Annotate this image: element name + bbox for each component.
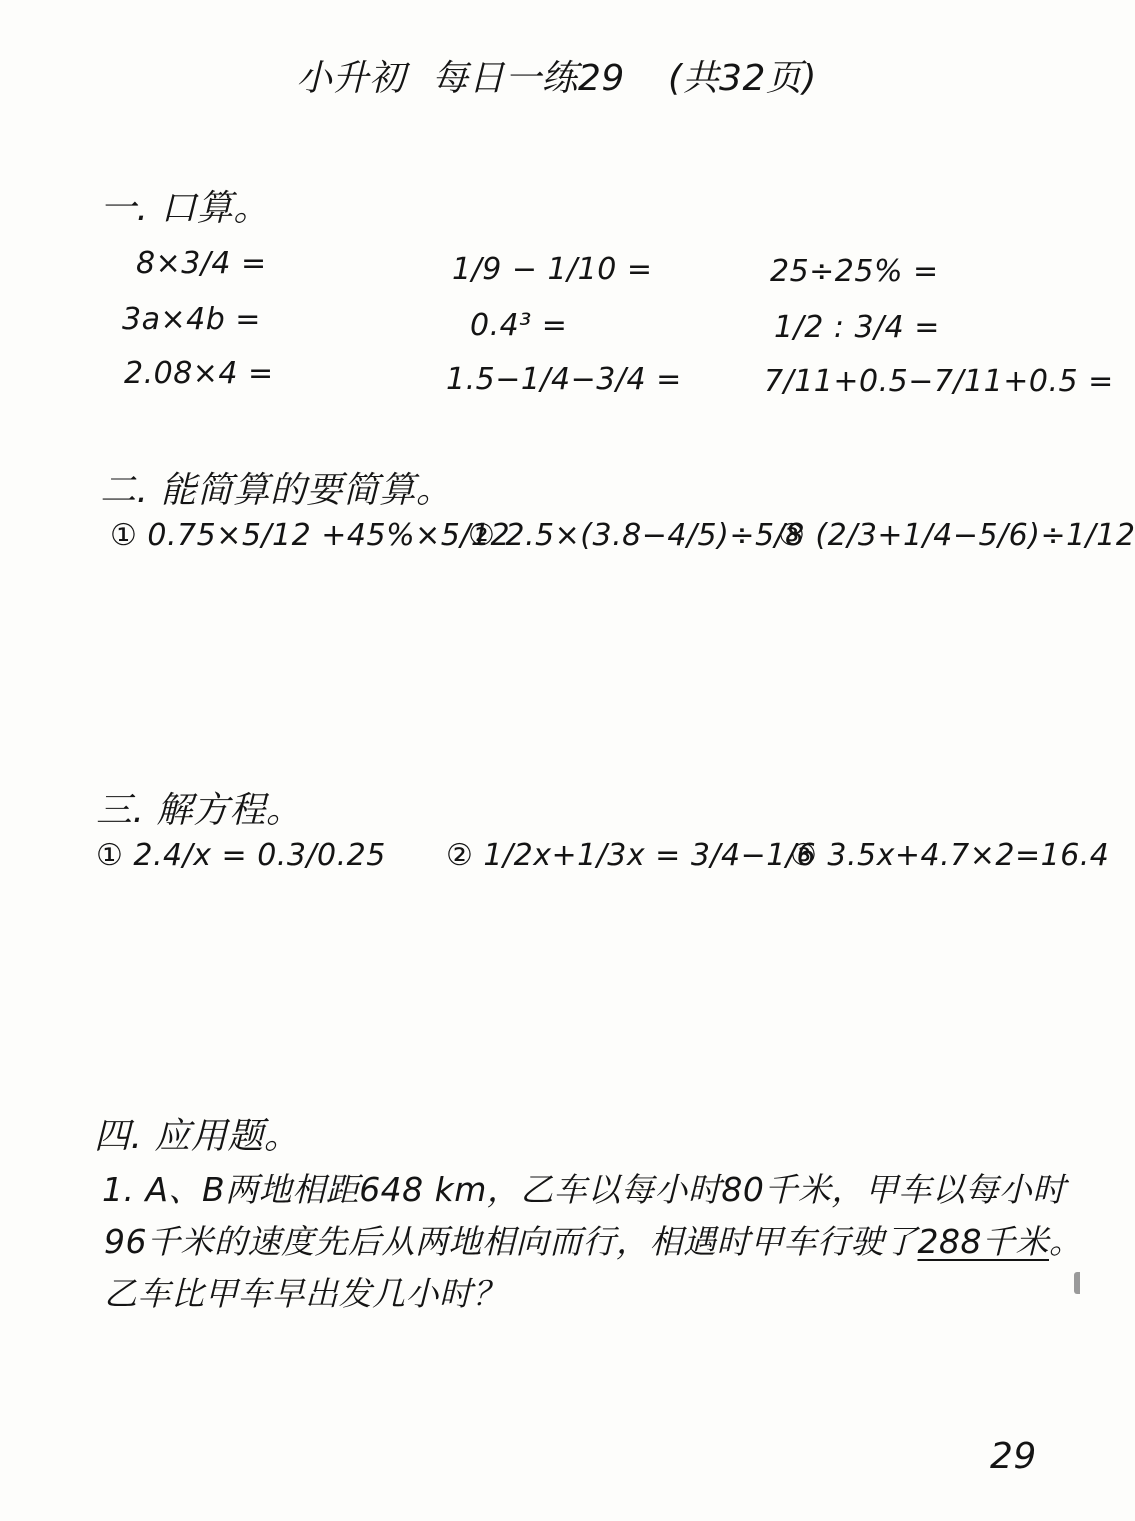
oral-item: 1.5−1/4−3/4 = xyxy=(446,362,682,397)
equation-item: ③ 3.5x+4.7×2=16.4 xyxy=(790,838,1110,873)
equation-item: ② 1/2x+1/3x = 3/4−1/6 xyxy=(446,838,817,873)
underlined-distance: 288千米 xyxy=(917,1222,1049,1261)
oral-item: 25÷25% = xyxy=(770,254,939,289)
simplify-item: ① 0.75×5/12 +45%×5/12 xyxy=(110,518,511,553)
page-number: 29 xyxy=(990,1436,1037,1477)
oral-item: 1/9 − 1/10 = xyxy=(452,252,653,287)
problem-line-2 xyxy=(104,1216,1083,1263)
simplify-item: ② 2.5×(3.8−4/5)÷5/8 xyxy=(468,518,805,553)
problem-line-1: 1. A、B两地相距648 km，乙车以每小时80千米，甲车以每小时 xyxy=(102,1170,1066,1209)
section-oral-heading: 一. 口算。 xyxy=(100,188,270,229)
oral-item: 7/11+0.5−7/11+0.5 = xyxy=(764,364,1114,399)
section-equations-heading: 三. 解方程。 xyxy=(96,790,303,831)
problem-line-2-end: 。 xyxy=(1049,1222,1083,1261)
section-simplify-heading: 二. 能简算的要简算。 xyxy=(100,470,453,511)
practice-title: 每日一练29 xyxy=(432,58,625,99)
oral-item: 1/2 : 3/4 = xyxy=(774,310,940,345)
oral-item: 8×3/4 = xyxy=(136,246,267,281)
oral-item: 2.08×4 = xyxy=(124,356,274,391)
section-application-heading: 四. 应用题。 xyxy=(94,1116,301,1157)
total-pages: (共32页) xyxy=(668,58,817,99)
scan-edge-mark xyxy=(1074,1272,1080,1294)
oral-item: 0.4³ = xyxy=(470,308,568,343)
oral-item: 3a×4b = xyxy=(122,302,261,337)
problem-line-3: 乙车比甲车早出发几小时？ xyxy=(104,1274,506,1313)
equation-item: ① 2.4/x = 0.3/0.25 xyxy=(96,838,386,873)
series-title: 小升初 xyxy=(296,58,406,99)
simplify-item: ③ (2/3+1/4−5/6)÷1/12 xyxy=(778,518,1135,553)
problem-line-2-text: 96千米的速度先后从两地相向而行，相遇时甲车行驶了 xyxy=(104,1222,918,1261)
